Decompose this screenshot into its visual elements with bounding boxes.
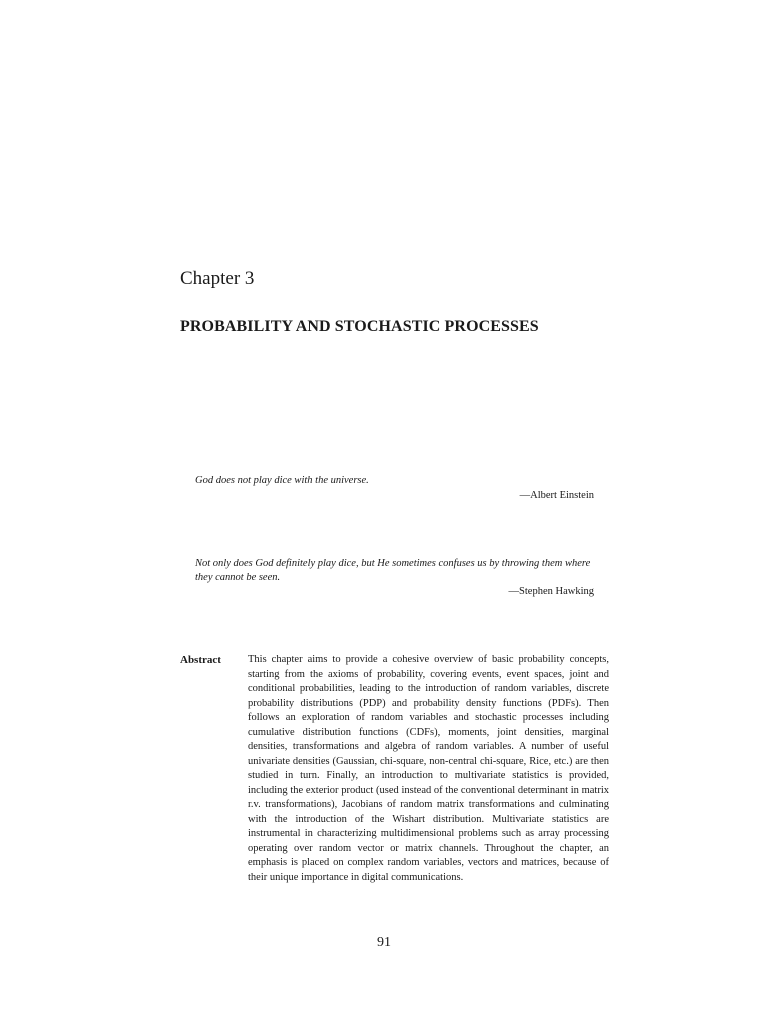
epigraph-hawking bbox=[195, 557, 594, 599]
abstract-label: Abstract bbox=[180, 654, 221, 666]
epigraph-quote: Not only does God definitely play dice, but He sometimes confuses us by throwing them where they cannot be seen. bbox=[195, 558, 591, 583]
abstract-text: This chapter aims to provide a cohesive overview of basic probability concepts, starting from the axioms of probability, covering events, event spaces, joint and conditional probabilities, leading to the introduction of random variables, discrete probability distributions (PDP) and probability density functions (PDFs). Then follows an exploration of random variables and stochastic processes including cumulative distribution functions (CDFs), moments, joint densities, marginal densities, transformations and algebra of random variables. A number of useful univariate densities (Gaussian, chi-square, non-central chi-square, Rice, etc.) are then studied in turn. Finally, an introduction to multivariate statistics is provided, including the exterior product (used instead of the conventional determinant in matrix r.v. transformations), Jacobians of random matrix transformations and culminating with the introduction of the Wishart distribution. Multivariate statistics are instrumental in characterizing multidimensional problems such as array processing operating over random vector or matrix channels. Throughout the chapter, an emphasis is placed on complex random variables, vectors and matrices, because of their unique importance in digital communications. bbox=[248, 654, 609, 883]
page-number: 91 bbox=[377, 935, 391, 950]
epigraph-einstein bbox=[195, 474, 594, 502]
chapter-title: PROBABILITY AND STOCHASTIC PROCESSES bbox=[180, 318, 539, 335]
epigraph-quote: God does not play dice with the universe. bbox=[195, 475, 369, 486]
epigraph-author: —Stephen Hawking bbox=[508, 586, 594, 597]
epigraph-author: —Albert Einstein bbox=[519, 489, 594, 501]
chapter-label: Chapter 3 bbox=[180, 268, 255, 289]
